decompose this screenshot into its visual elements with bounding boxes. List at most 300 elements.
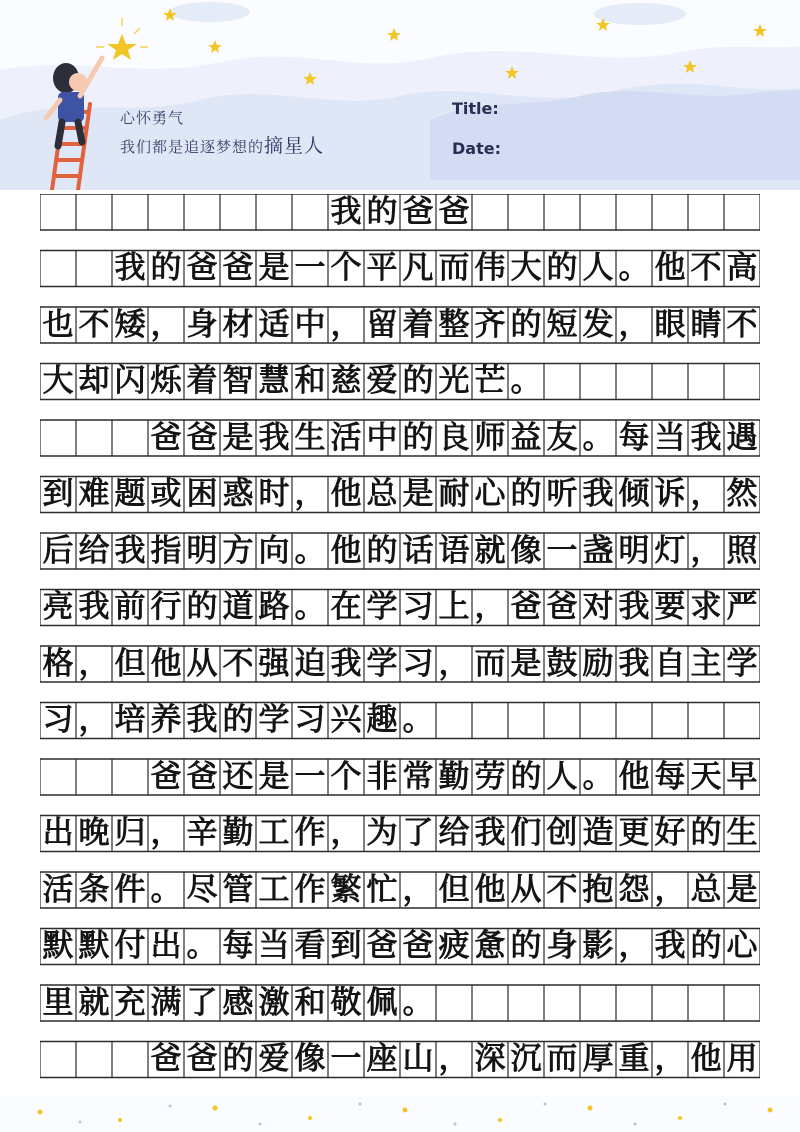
essay-char-cell: 的 bbox=[150, 250, 182, 286]
essay-char-cell: 。 bbox=[582, 419, 614, 456]
essay-char-cell: 爸 bbox=[150, 419, 182, 456]
essay-char-cell bbox=[580, 364, 616, 400]
essay-char-cell: 矮 bbox=[114, 306, 146, 343]
essay-char-cell: 我 bbox=[474, 815, 506, 851]
essay-char-cell: 的 bbox=[402, 419, 434, 456]
essay-char-cell: 抱 bbox=[582, 871, 614, 908]
essay-char-cell: 适 bbox=[258, 306, 290, 343]
essay-char-cell: 爸 bbox=[510, 589, 542, 625]
essay-char-cell: 我 bbox=[114, 532, 146, 569]
essay-char-cell: 睛 bbox=[690, 306, 722, 343]
essay-title-cell: 我 bbox=[330, 193, 362, 230]
essay-char-cell: 爸 bbox=[222, 250, 254, 286]
essay-char-cell: 到 bbox=[330, 928, 362, 964]
essay-char-cell: 影 bbox=[582, 928, 614, 964]
essay-char-cell: 指 bbox=[150, 532, 182, 569]
essay-title-cell bbox=[220, 194, 256, 230]
essay-char-cell: 也 bbox=[42, 306, 74, 343]
essay-char-cell: 深 bbox=[474, 1041, 506, 1077]
essay-char-cell: 不 bbox=[546, 871, 578, 908]
essay-char-cell: 发 bbox=[582, 306, 614, 343]
essay-char-cell: 劳 bbox=[474, 758, 506, 795]
essay-char-cell: 路 bbox=[258, 589, 290, 625]
essay-title-cell bbox=[544, 194, 580, 230]
essay-char-cell: 时 bbox=[258, 476, 290, 512]
slogan-line-2 bbox=[120, 131, 324, 158]
essay-char-cell: 中 bbox=[294, 306, 326, 343]
essay-char-cell: 工 bbox=[258, 815, 290, 851]
essay-char-cell: 但 bbox=[438, 871, 470, 908]
essay-title-cell bbox=[76, 194, 112, 230]
essay-char-cell: 倾 bbox=[618, 476, 650, 512]
essay-char-cell bbox=[76, 759, 112, 795]
essay-char-cell: 盏 bbox=[582, 532, 614, 569]
essay-char-cell: ， bbox=[330, 815, 362, 851]
essay-char-cell: 充 bbox=[114, 984, 146, 1021]
essay-char-cell: 友 bbox=[546, 419, 578, 456]
essay-char-cell bbox=[544, 985, 580, 1021]
essay-char-cell bbox=[112, 1042, 148, 1078]
essay-char-cell: 出 bbox=[150, 928, 182, 964]
essay-char-cell: 。 bbox=[582, 758, 614, 795]
essay-char-cell: 爸 bbox=[366, 928, 398, 964]
essay-char-cell: 。 bbox=[150, 871, 182, 908]
essay-char-cell: 着 bbox=[402, 306, 434, 343]
essay-char-cell: 短 bbox=[546, 306, 578, 343]
essay-char-cell: 我 bbox=[78, 589, 110, 625]
essay-char-cell: 当 bbox=[654, 419, 686, 456]
essay-char-cell: 严 bbox=[726, 589, 758, 625]
essay-char-cell: 平 bbox=[366, 250, 398, 286]
essay-char-cell: 早 bbox=[726, 758, 758, 795]
essay-char-cell: 身 bbox=[186, 306, 218, 343]
essay-char-cell: 习 bbox=[42, 702, 74, 738]
essay-char-cell: ， bbox=[150, 815, 182, 851]
essay-char-cell: 强 bbox=[258, 645, 290, 682]
essay-char-cell: 却 bbox=[78, 363, 110, 399]
essay-char-cell: 格 bbox=[42, 645, 74, 682]
essay-char-cell: 他 bbox=[330, 476, 362, 512]
essay-char-cell: 向 bbox=[258, 532, 290, 569]
essay-char-cell: 厚 bbox=[582, 1041, 614, 1077]
essay-char-cell: 怨 bbox=[618, 871, 650, 908]
essay-char-cell: ， bbox=[654, 871, 686, 908]
essay-char-cell: ， bbox=[690, 476, 722, 512]
essay-char-cell bbox=[40, 759, 76, 795]
essay-char-cell: 付 bbox=[114, 928, 146, 964]
essay-char-cell: 活 bbox=[42, 871, 74, 908]
essay-char-cell: 在 bbox=[330, 589, 362, 625]
essay-char-cell: 的 bbox=[690, 815, 722, 851]
essay-char-cell: 趣 bbox=[366, 702, 398, 738]
essay-char-cell: 主 bbox=[690, 645, 722, 682]
essay-char-cell: 像 bbox=[510, 532, 542, 569]
essay-char-cell: 我 bbox=[618, 589, 650, 625]
essay-char-cell: 明 bbox=[618, 532, 650, 569]
essay-char-cell: 。 bbox=[294, 532, 326, 569]
essay-title-cell bbox=[148, 194, 184, 230]
essay-char-cell: 亮 bbox=[42, 589, 74, 625]
essay-char-cell bbox=[472, 985, 508, 1021]
essay-char-cell: 大 bbox=[42, 363, 74, 399]
essay-char-cell: 我 bbox=[186, 702, 218, 738]
essay-char-cell bbox=[76, 420, 112, 456]
essay-char-cell: 不 bbox=[690, 250, 722, 286]
essay-char-cell: 每 bbox=[618, 419, 650, 456]
header-illustration bbox=[0, 0, 800, 190]
essay-char-cell: 了 bbox=[402, 815, 434, 851]
essay-char-cell bbox=[508, 703, 544, 739]
slogan-line-2-emphasis: 摘星人 bbox=[264, 135, 325, 157]
essay-char-cell: 师 bbox=[474, 419, 506, 456]
essay-char-cell: 不 bbox=[726, 306, 758, 343]
essay-char-cell: 爸 bbox=[150, 758, 182, 795]
essay-char-cell: 不 bbox=[222, 645, 254, 682]
essay-char-cell: 或 bbox=[150, 476, 182, 512]
essay-char-cell: 勤 bbox=[438, 758, 470, 795]
essay-char-cell: 前 bbox=[114, 589, 146, 625]
essay-char-cell: 然 bbox=[726, 476, 758, 512]
essay-char-cell: 激 bbox=[258, 984, 290, 1021]
essay-char-cell bbox=[652, 364, 688, 400]
essay-char-cell: 习 bbox=[402, 645, 434, 682]
essay-char-cell: 晚 bbox=[78, 815, 110, 851]
essay-char-cell: 我 bbox=[258, 419, 290, 456]
essay-char-cell: 里 bbox=[42, 984, 74, 1021]
essay-char-cell: 就 bbox=[78, 984, 110, 1021]
essay-char-cell: 我 bbox=[114, 250, 146, 286]
essay-char-cell: 方 bbox=[222, 532, 254, 569]
essay-char-cell: 爸 bbox=[186, 758, 218, 795]
essay-char-cell bbox=[580, 703, 616, 739]
essay-char-cell: 总 bbox=[690, 871, 722, 908]
essay-char-cell: 对 bbox=[582, 589, 614, 625]
essay-char-cell: 的 bbox=[366, 532, 398, 569]
essay-char-cell: 像 bbox=[294, 1041, 326, 1077]
essay-char-cell: 的 bbox=[510, 928, 542, 964]
essay-char-cell: 培 bbox=[114, 702, 146, 738]
essay-char-cell: 爱 bbox=[366, 363, 398, 399]
essay-char-cell: 求 bbox=[690, 589, 722, 625]
essay-char-cell: 是 bbox=[258, 758, 290, 795]
essay-char-cell: 条 bbox=[78, 871, 110, 908]
essay-char-cell: 而 bbox=[546, 1041, 578, 1077]
essay-char-cell: 语 bbox=[438, 532, 470, 569]
essay-char-cell bbox=[688, 703, 724, 739]
essay-char-cell bbox=[508, 985, 544, 1021]
essay-char-cell: 了 bbox=[186, 984, 218, 1021]
essay-char-cell: 着 bbox=[186, 363, 218, 399]
essay-char-cell bbox=[40, 1042, 76, 1078]
essay-char-cell: 眼 bbox=[654, 306, 686, 343]
essay-char-cell bbox=[112, 759, 148, 795]
essay-char-cell: 。 bbox=[402, 702, 434, 738]
slogan-line-2-prefix: 我们都是追逐梦想的 bbox=[120, 138, 265, 156]
essay-char-cell: 和 bbox=[294, 984, 326, 1021]
essay-char-cell: 惑 bbox=[222, 476, 254, 512]
essay-char-cell: 我 bbox=[690, 419, 722, 456]
essay-char-cell: 生 bbox=[726, 815, 758, 851]
essay-char-cell: 造 bbox=[582, 815, 614, 851]
essay-char-cell: 每 bbox=[654, 758, 686, 795]
essay-char-cell: 尽 bbox=[186, 871, 218, 908]
essay-char-cell: 而 bbox=[438, 250, 470, 286]
essay-title-cell bbox=[184, 194, 220, 230]
essay-char-cell: 的 bbox=[402, 363, 434, 399]
essay-char-cell: 学 bbox=[258, 702, 290, 738]
essay-char-cell: 为 bbox=[366, 815, 398, 851]
essay-char-cell: 大 bbox=[510, 250, 542, 286]
essay-char-cell bbox=[472, 703, 508, 739]
essay-char-cell: 一 bbox=[546, 532, 578, 569]
essay-char-cell bbox=[616, 703, 652, 739]
essay-char-cell bbox=[436, 985, 472, 1021]
essay-char-cell: 山 bbox=[402, 1041, 434, 1077]
essay-char-cell: ， bbox=[78, 702, 110, 738]
essay-char-cell: 件 bbox=[114, 871, 146, 908]
essay-char-cell: 给 bbox=[78, 532, 110, 569]
essay-char-cell: 勤 bbox=[222, 815, 254, 851]
essay-char-cell: 我 bbox=[330, 645, 362, 682]
essay-char-cell: 行 bbox=[150, 589, 182, 625]
essay-char-cell: 一 bbox=[294, 250, 326, 286]
essay-char-cell: 身 bbox=[546, 928, 578, 964]
essay-char-cell: ， bbox=[402, 871, 434, 908]
essay-char-cell: 从 bbox=[510, 871, 542, 908]
essay-char-cell: 一 bbox=[330, 1041, 362, 1077]
essay-char-cell bbox=[436, 703, 472, 739]
essay-char-cell: 更 bbox=[618, 815, 650, 851]
essay-char-cell: 是 bbox=[258, 250, 290, 286]
essay-char-cell: 爸 bbox=[402, 928, 434, 964]
essay-char-cell: 材 bbox=[222, 306, 254, 343]
essay-char-cell: 默 bbox=[42, 928, 74, 964]
essay-char-cell: 繁 bbox=[330, 871, 362, 908]
essay-char-cell: 是 bbox=[726, 871, 758, 908]
essay-char-cell: 作 bbox=[294, 871, 326, 908]
essay-title-cell bbox=[724, 194, 760, 230]
essay-char-cell: 话 bbox=[402, 532, 434, 569]
essay-char-cell: 慈 bbox=[330, 363, 362, 399]
essay-char-cell: 芒 bbox=[474, 363, 506, 399]
essay-char-cell bbox=[616, 364, 652, 400]
essay-char-cell: 沉 bbox=[510, 1041, 542, 1077]
essay-char-cell: ， bbox=[690, 532, 722, 569]
essay-title-cell bbox=[508, 194, 544, 230]
essay-char-cell: 习 bbox=[294, 702, 326, 738]
essay-char-cell bbox=[652, 703, 688, 739]
essay-char-cell: 学 bbox=[726, 645, 758, 682]
essay-char-cell: 管 bbox=[222, 871, 254, 908]
essay-char-cell bbox=[544, 703, 580, 739]
essay-char-cell bbox=[724, 703, 760, 739]
essay-char-cell: 佩 bbox=[366, 984, 398, 1021]
essay-char-cell: 的 bbox=[222, 702, 254, 738]
essay-char-cell: 生 bbox=[294, 419, 326, 456]
essay-char-cell: 题 bbox=[114, 476, 146, 512]
essay-char-cell: ， bbox=[618, 928, 650, 964]
essay-title-cell bbox=[652, 194, 688, 230]
essay-char-cell: 鼓 bbox=[546, 645, 578, 682]
date-label: Date: bbox=[452, 139, 501, 158]
essay-char-cell: 的 bbox=[222, 1041, 254, 1077]
essay-char-cell: 光 bbox=[438, 363, 470, 399]
essay-char-cell: 诉 bbox=[654, 476, 686, 512]
essay-char-cell bbox=[688, 985, 724, 1021]
essay-title-cell bbox=[256, 194, 292, 230]
essay-char-cell: 益 bbox=[510, 419, 542, 456]
essay-char-cell bbox=[580, 985, 616, 1021]
essay-char-cell bbox=[40, 251, 76, 287]
essay-char-cell: 人 bbox=[546, 758, 578, 795]
essay-char-cell: 天 bbox=[690, 758, 722, 795]
essay-char-cell: 爸 bbox=[186, 1041, 218, 1077]
essay-char-cell: 非 bbox=[366, 758, 398, 795]
footer-star-decoration bbox=[0, 1096, 800, 1132]
essay-char-cell: 创 bbox=[546, 815, 578, 851]
essay-title-cell bbox=[688, 194, 724, 230]
essay-title-cell: 爸 bbox=[438, 193, 470, 230]
essay-char-cell: 伟 bbox=[474, 250, 506, 286]
essay-char-cell: 的 bbox=[690, 928, 722, 964]
essay-char-cell: 。 bbox=[618, 250, 650, 286]
essay-char-cell: 爱 bbox=[258, 1041, 290, 1077]
essay-char-cell bbox=[112, 420, 148, 456]
essay-char-cell: 我 bbox=[618, 645, 650, 682]
essay-char-cell: 凡 bbox=[402, 250, 434, 286]
essay-title-cell bbox=[40, 194, 76, 230]
essay-char-cell: 。 bbox=[510, 363, 542, 399]
essay-char-cell: 到 bbox=[42, 476, 74, 512]
essay-char-cell: 默 bbox=[78, 928, 110, 964]
essay-char-cell: 敬 bbox=[330, 984, 362, 1021]
essay-char-cell: 上 bbox=[438, 589, 470, 625]
essay-char-cell: 闪 bbox=[114, 363, 146, 399]
essay-char-cell: 而 bbox=[474, 645, 506, 682]
essay-title-cell bbox=[580, 194, 616, 230]
essay-char-cell bbox=[724, 364, 760, 400]
essay-char-cell: ， bbox=[78, 645, 110, 682]
essay-char-cell: 们 bbox=[510, 815, 542, 851]
essay-char-cell bbox=[544, 364, 580, 400]
essay-char-cell: ， bbox=[294, 476, 326, 512]
essay-char-cell bbox=[40, 420, 76, 456]
essay-char-cell: 困 bbox=[186, 476, 218, 512]
essay-char-cell: 灯 bbox=[654, 532, 686, 569]
essay-char-cell: 看 bbox=[294, 928, 326, 964]
essay-char-cell: 辛 bbox=[186, 815, 218, 851]
essay-char-cell: 座 bbox=[366, 1041, 398, 1077]
essay-char-cell: 忙 bbox=[366, 871, 398, 908]
essay-char-cell: 从 bbox=[186, 645, 218, 682]
essay-char-cell: 疲 bbox=[438, 928, 470, 964]
essay-char-cell: ， bbox=[474, 589, 506, 625]
essay-title-cell: 的 bbox=[366, 193, 398, 230]
essay-char-cell: 出 bbox=[42, 815, 74, 851]
essay-char-cell: 的 bbox=[510, 758, 542, 795]
essay-char-cell: ， bbox=[654, 1041, 686, 1077]
essay-char-cell: 的 bbox=[546, 250, 578, 286]
essay-char-cell: 当 bbox=[258, 928, 290, 964]
essay-char-cell: 烁 bbox=[150, 363, 182, 399]
essay-char-cell: 每 bbox=[222, 928, 254, 964]
essay-char-cell: 和 bbox=[294, 363, 326, 399]
essay-char-cell: 听 bbox=[546, 476, 578, 512]
essay-char-cell: 中 bbox=[366, 419, 398, 456]
essay-char-cell: 他 bbox=[618, 758, 650, 795]
essay-char-cell: 一 bbox=[294, 758, 326, 795]
writing-grid bbox=[40, 194, 760, 1098]
essay-char-cell: 是 bbox=[402, 476, 434, 512]
essay-char-cell: ， bbox=[150, 306, 182, 343]
essay-char-cell bbox=[616, 985, 652, 1021]
essay-char-cell: 不 bbox=[78, 306, 110, 343]
essay-char-cell: 养 bbox=[150, 702, 182, 738]
essay-char-cell: 学 bbox=[366, 645, 398, 682]
essay-char-cell: 就 bbox=[474, 532, 506, 569]
essay-char-cell bbox=[76, 1042, 112, 1078]
essay-char-cell: 作 bbox=[294, 815, 326, 851]
essay-char-cell: 他 bbox=[690, 1041, 722, 1077]
essay-char-cell: ， bbox=[618, 306, 650, 343]
essay-char-cell: 归 bbox=[114, 815, 146, 851]
essay-char-cell: 。 bbox=[186, 928, 218, 964]
essay-char-cell: 感 bbox=[222, 984, 254, 1021]
essay-char-cell: 齐 bbox=[474, 306, 506, 343]
essay-char-cell: 道 bbox=[222, 589, 254, 625]
essay-title-cell: 爸 bbox=[402, 193, 434, 230]
essay-char-cell: 他 bbox=[474, 871, 506, 908]
essay-char-cell: 给 bbox=[438, 815, 470, 851]
essay-char-cell: 留 bbox=[366, 306, 398, 343]
essay-title-cell bbox=[472, 194, 508, 230]
essay-char-cell: 爸 bbox=[186, 250, 218, 286]
essay-char-cell: 我 bbox=[654, 928, 686, 964]
essay-char-cell: 。 bbox=[294, 589, 326, 625]
essay-char-cell: 爸 bbox=[186, 419, 218, 456]
essay-char-cell: 的 bbox=[510, 476, 542, 512]
essay-title-cell bbox=[292, 194, 328, 230]
essay-char-cell bbox=[724, 985, 760, 1021]
essay-char-cell: 常 bbox=[402, 758, 434, 795]
essay-char-cell: 他 bbox=[150, 645, 182, 682]
essay-char-cell: 他 bbox=[654, 250, 686, 286]
essay-char-cell: 良 bbox=[438, 419, 470, 456]
essay-char-cell: 耐 bbox=[438, 476, 470, 512]
essay-char-cell: 爸 bbox=[546, 589, 578, 625]
essay-char-cell: 自 bbox=[654, 645, 686, 682]
slogan-line-1: 心怀勇气 bbox=[120, 109, 185, 127]
essay-title-cell bbox=[112, 194, 148, 230]
essay-char-cell: 人 bbox=[582, 250, 614, 286]
essay-char-cell: 是 bbox=[510, 645, 542, 682]
essay-char-cell: 惫 bbox=[474, 928, 506, 964]
essay-char-cell: 重 bbox=[618, 1041, 650, 1077]
essay-char-cell bbox=[652, 985, 688, 1021]
essay-char-cell: 遇 bbox=[726, 419, 758, 456]
essay-char-cell: 个 bbox=[330, 758, 362, 795]
essay-char-cell: 慧 bbox=[258, 363, 290, 399]
essay-char-cell: 习 bbox=[402, 589, 434, 625]
essay-char-cell bbox=[76, 251, 112, 287]
essay-char-cell: ， bbox=[438, 645, 470, 682]
essay-char-cell: 明 bbox=[186, 532, 218, 569]
essay-char-cell: 高 bbox=[726, 250, 758, 286]
essay-char-cell: 整 bbox=[438, 306, 470, 343]
essay-char-cell: 但 bbox=[114, 645, 146, 682]
essay-char-cell: 满 bbox=[150, 984, 182, 1021]
title-label: Title: bbox=[452, 99, 499, 118]
